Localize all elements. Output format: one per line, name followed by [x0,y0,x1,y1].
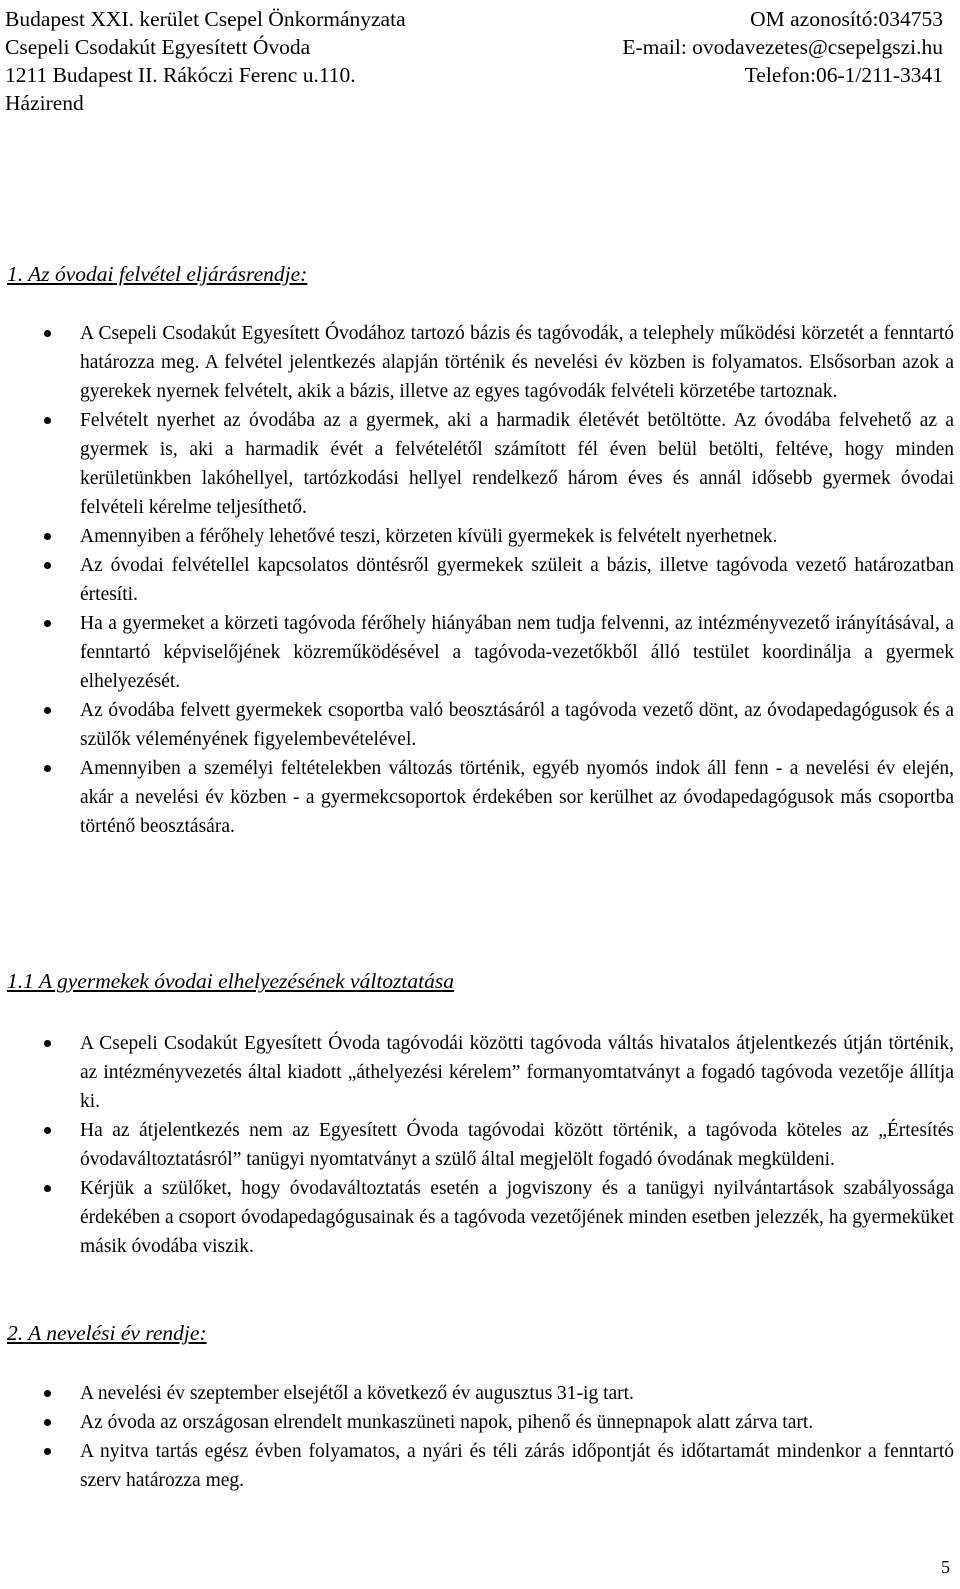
bullet-icon [44,1127,51,1134]
list-item: Amennyiben a személyi feltételekben változás történik, egyéb nyomós indok áll fenn - a nevelési év elején, akár a nevelési év közben - a gyermekcsoportok érdekében sor kerülhet az óvodapedagógusok más csoportba történő beosztására. [40,754,954,841]
bullet-icon [44,707,51,714]
header-municipality: Budapest XXI. kerület Csepel Önkormányzata [5,7,406,31]
bullet-icon [44,562,51,569]
section-1-number: 1. [7,262,24,286]
header-doc-title: Házirend [5,91,84,115]
list-item: Felvételt nyerhet az óvodába az a gyermek, aki a harmadik életévét betöltötte. Az óvodába felvehető az a gyermek is, aki a harmadik évét a felvételétől számított fél éven belül betölti, feltéve, hogy minden kerületünkben lakóhellyel, tartózkodási hellyel rendelkező három éves és annál idősebb gyermek óvodai felvételi kérelme teljesíthető. [40,406,954,522]
list-item: Amennyiben a férőhely lehetővé teszi, körzeten kívüli gyermekek is felvételt nyerhetnek. [40,522,954,551]
section-1-list [40,319,954,841]
header-om-id: OM azonosító:034753 [750,7,943,31]
header-institution: Csepeli Csodakút Egyesített Óvoda [5,35,311,59]
bullet-icon [44,1185,51,1192]
list-item: Ha az átjelentkezés nem az Egyesített Óvoda tagóvodai között történik, a tagóvoda köteles az „Értesítés óvodaváltoztatásról” tanügyi nyomtatványt a szülő által megjelölt fogadó óvodának megküldeni. [40,1116,954,1174]
list-item: Az óvoda az országosan elrendelt munkaszüneti napok, pihenő és ünnepnapok alatt zárva tart. [40,1408,954,1437]
section-2-number: 2. [7,1321,24,1345]
list-item: Kérjük a szülőket, hogy óvodaváltoztatás esetén a jogviszony és a tanügyi nyilvántartások szabályossága érdekében a csoport óvodapedagógusainak és a tagóvoda vezetőjének minden esetben jelezzék, ha gyermeküket másik óvodába viszik. [40,1174,954,1261]
section-2-title: A nevelési év rendje: [28,1321,207,1345]
list-item: Az óvodai felvétellel kapcsolatos döntésről gyermekek szüleit a bázis, illetve tagóvoda vezető határozatban értesíti. [40,551,954,609]
section-1-1-title: A gyermekek óvodai elhelyezésének változtatása [38,969,454,993]
list-item: A nyitva tartás egész évben folyamatos, a nyári és téli zárás időpontját és időtartamát mindenkor a fenntartó szerv határozza meg. [40,1437,954,1495]
section-1-title: Az óvodai felvétel eljárásrendje: [28,262,308,286]
section-1-1-heading [7,968,454,994]
bullet-icon [44,1419,51,1426]
header-address: 1211 Budapest II. Rákóczi Ferenc u.110. [5,63,356,87]
page-number: 5 [941,1557,950,1577]
bullet-icon [44,1390,51,1397]
list-item: A Csepeli Csodakút Egyesített Óvodához tartozó bázis és tagóvodák, a telephely működési körzetét a fenntartó határozza meg. A felvétel jelentkezés alapján történik és nevelési év közben is folyamatos. Elsősorban azok a gyerekek nyernek felvételt, akik a bázis, illetve az egyes tagóvodák felvételi körzetébe tartoznak. [40,319,954,406]
section-1-heading [7,261,307,287]
list-item: Az óvodába felvett gyermekek csoportba való beosztásáról a tagóvoda vezető dönt, az óvodapedagógusok és a szülők véleményének figyelembevételével. [40,696,954,754]
header-phone: Telefon:06-1/211-3341 [744,63,943,87]
bullet-icon [44,330,51,337]
list-item: A Csepeli Csodakút Egyesített Óvoda tagóvodái közötti tagóvoda váltás hivatalos átjelentkezés útján történik, az intézményvezetés által kiadott „áthelyezési kérelem” formanyomtatványt a fogadó tagóvoda vezetője állítja ki. [40,1029,954,1116]
section-1-1-list [40,1029,954,1261]
section-2-list [40,1379,954,1495]
bullet-icon [44,1040,51,1047]
section-1-1-number: 1.1 [7,969,34,993]
bullet-icon [44,417,51,424]
list-item: Ha a gyermeket a körzeti tagóvoda férőhely hiányában nem tudja felvenni, az intézményvezető irányításával, a fenntartó képviselőjének közreműködésével a tagóvoda-vezetőkből álló testület koordinálja a gyermek elhelyezését. [40,609,954,696]
header-email: E-mail: ovodavezetes@csepelgszi.hu [622,35,943,59]
bullet-icon [44,1448,51,1455]
list-item: A nevelési év szeptember elsejétől a következő év augusztus 31-ig tart. [40,1379,954,1408]
bullet-icon [44,533,51,540]
bullet-icon [44,620,51,627]
section-2-heading [7,1320,207,1346]
bullet-icon [44,765,51,772]
